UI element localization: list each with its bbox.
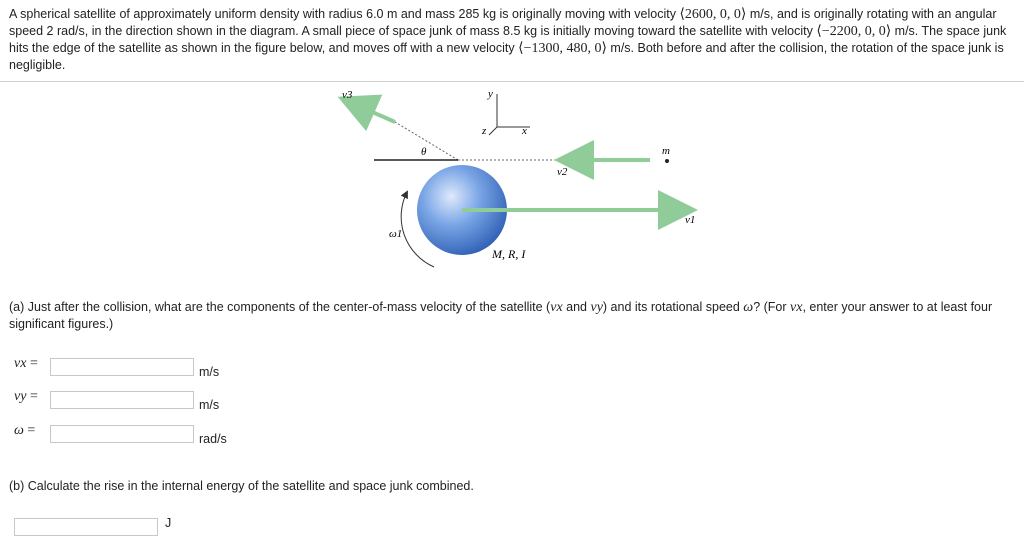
v2-label: v2 (557, 166, 568, 178)
vx-input[interactable] (50, 358, 194, 376)
v3-label: v3 (342, 89, 353, 101)
part-b-question: (b) Calculate the rise in the internal energy of the satellite and space junk combined. (9, 479, 474, 493)
vx-row-symbol: vx (14, 356, 27, 371)
part-a-question (9, 299, 1014, 332)
problem-statement (9, 6, 1014, 73)
space-junk (665, 159, 669, 163)
part-a-text-1: (a) Just after the collision, what are the components of the center-of-mass velocity of the satellite ( (9, 300, 551, 314)
omega1-label: ω1 (389, 228, 403, 240)
problem-text-2: m/s, and is originally rotating with an angular speed 2 rad/s, in the direction shown in the diagram. A small piece of space junk of mass 8.5 kg is initially moving toward the satellite with velocity (9, 7, 997, 38)
v3-arrow (345, 100, 395, 122)
energy-unit: J (165, 516, 172, 530)
omega-unit: rad/s (199, 432, 227, 446)
vy-unit: m/s (199, 398, 220, 412)
vy-row-label: vy = (14, 389, 38, 404)
vy-symbol: vy (590, 300, 603, 315)
collision-diagram (0, 82, 1024, 272)
x-axis-label: x (522, 125, 527, 137)
z-axis-label: z (482, 125, 487, 137)
satellite-initial-velocity: ⟨2600, 0, 0⟩ (679, 7, 747, 22)
part-a-text-3: ? (For (753, 300, 790, 314)
mri-label: M, R, I (492, 247, 526, 261)
omega-input[interactable] (50, 425, 194, 443)
problem-text-1: A spherical satellite of approximately uniform density with radius 6.0 m and mass 285 kg is originally moving with velocity (9, 7, 680, 21)
problem-text-4: m/s. Both before and after the collision, the rotation of the space junk is negligible. (9, 41, 1004, 72)
vx-unit: m/s (199, 365, 220, 379)
omega-row-symbol: ω (14, 423, 24, 438)
z-axis (489, 127, 497, 135)
vy-input[interactable] (50, 391, 194, 409)
theta-label: θ (421, 146, 427, 158)
vy-row-symbol: vy (14, 389, 27, 404)
v1-label: v1 (685, 214, 696, 226)
m-label: m (662, 145, 670, 157)
vx-symbol-2: vx (790, 300, 803, 315)
junk-initial-velocity: ⟨−2200, 0, 0⟩ (816, 24, 892, 39)
vx-symbol: vx (550, 300, 563, 315)
vx-row-label: vx = (14, 356, 38, 371)
omega-row-label: ω = (14, 423, 36, 438)
energy-input[interactable] (14, 518, 158, 536)
part-a-text-2: ) and its rotational speed (602, 300, 744, 314)
omega-symbol: ω (743, 300, 754, 315)
y-axis-label: y (488, 88, 493, 100)
part-a-and: and (562, 300, 591, 314)
part-a-text-4: , enter your answer to at least four significant figures.) (9, 300, 993, 331)
v3-path-dashed (395, 122, 458, 160)
problem-text-3: m/s. The space junk hits the edge of the satellite as shown in the figure below, and moves off with a new velocity (9, 24, 1007, 55)
junk-final-velocity: ⟨−1300, 480, 0⟩ (518, 41, 607, 56)
